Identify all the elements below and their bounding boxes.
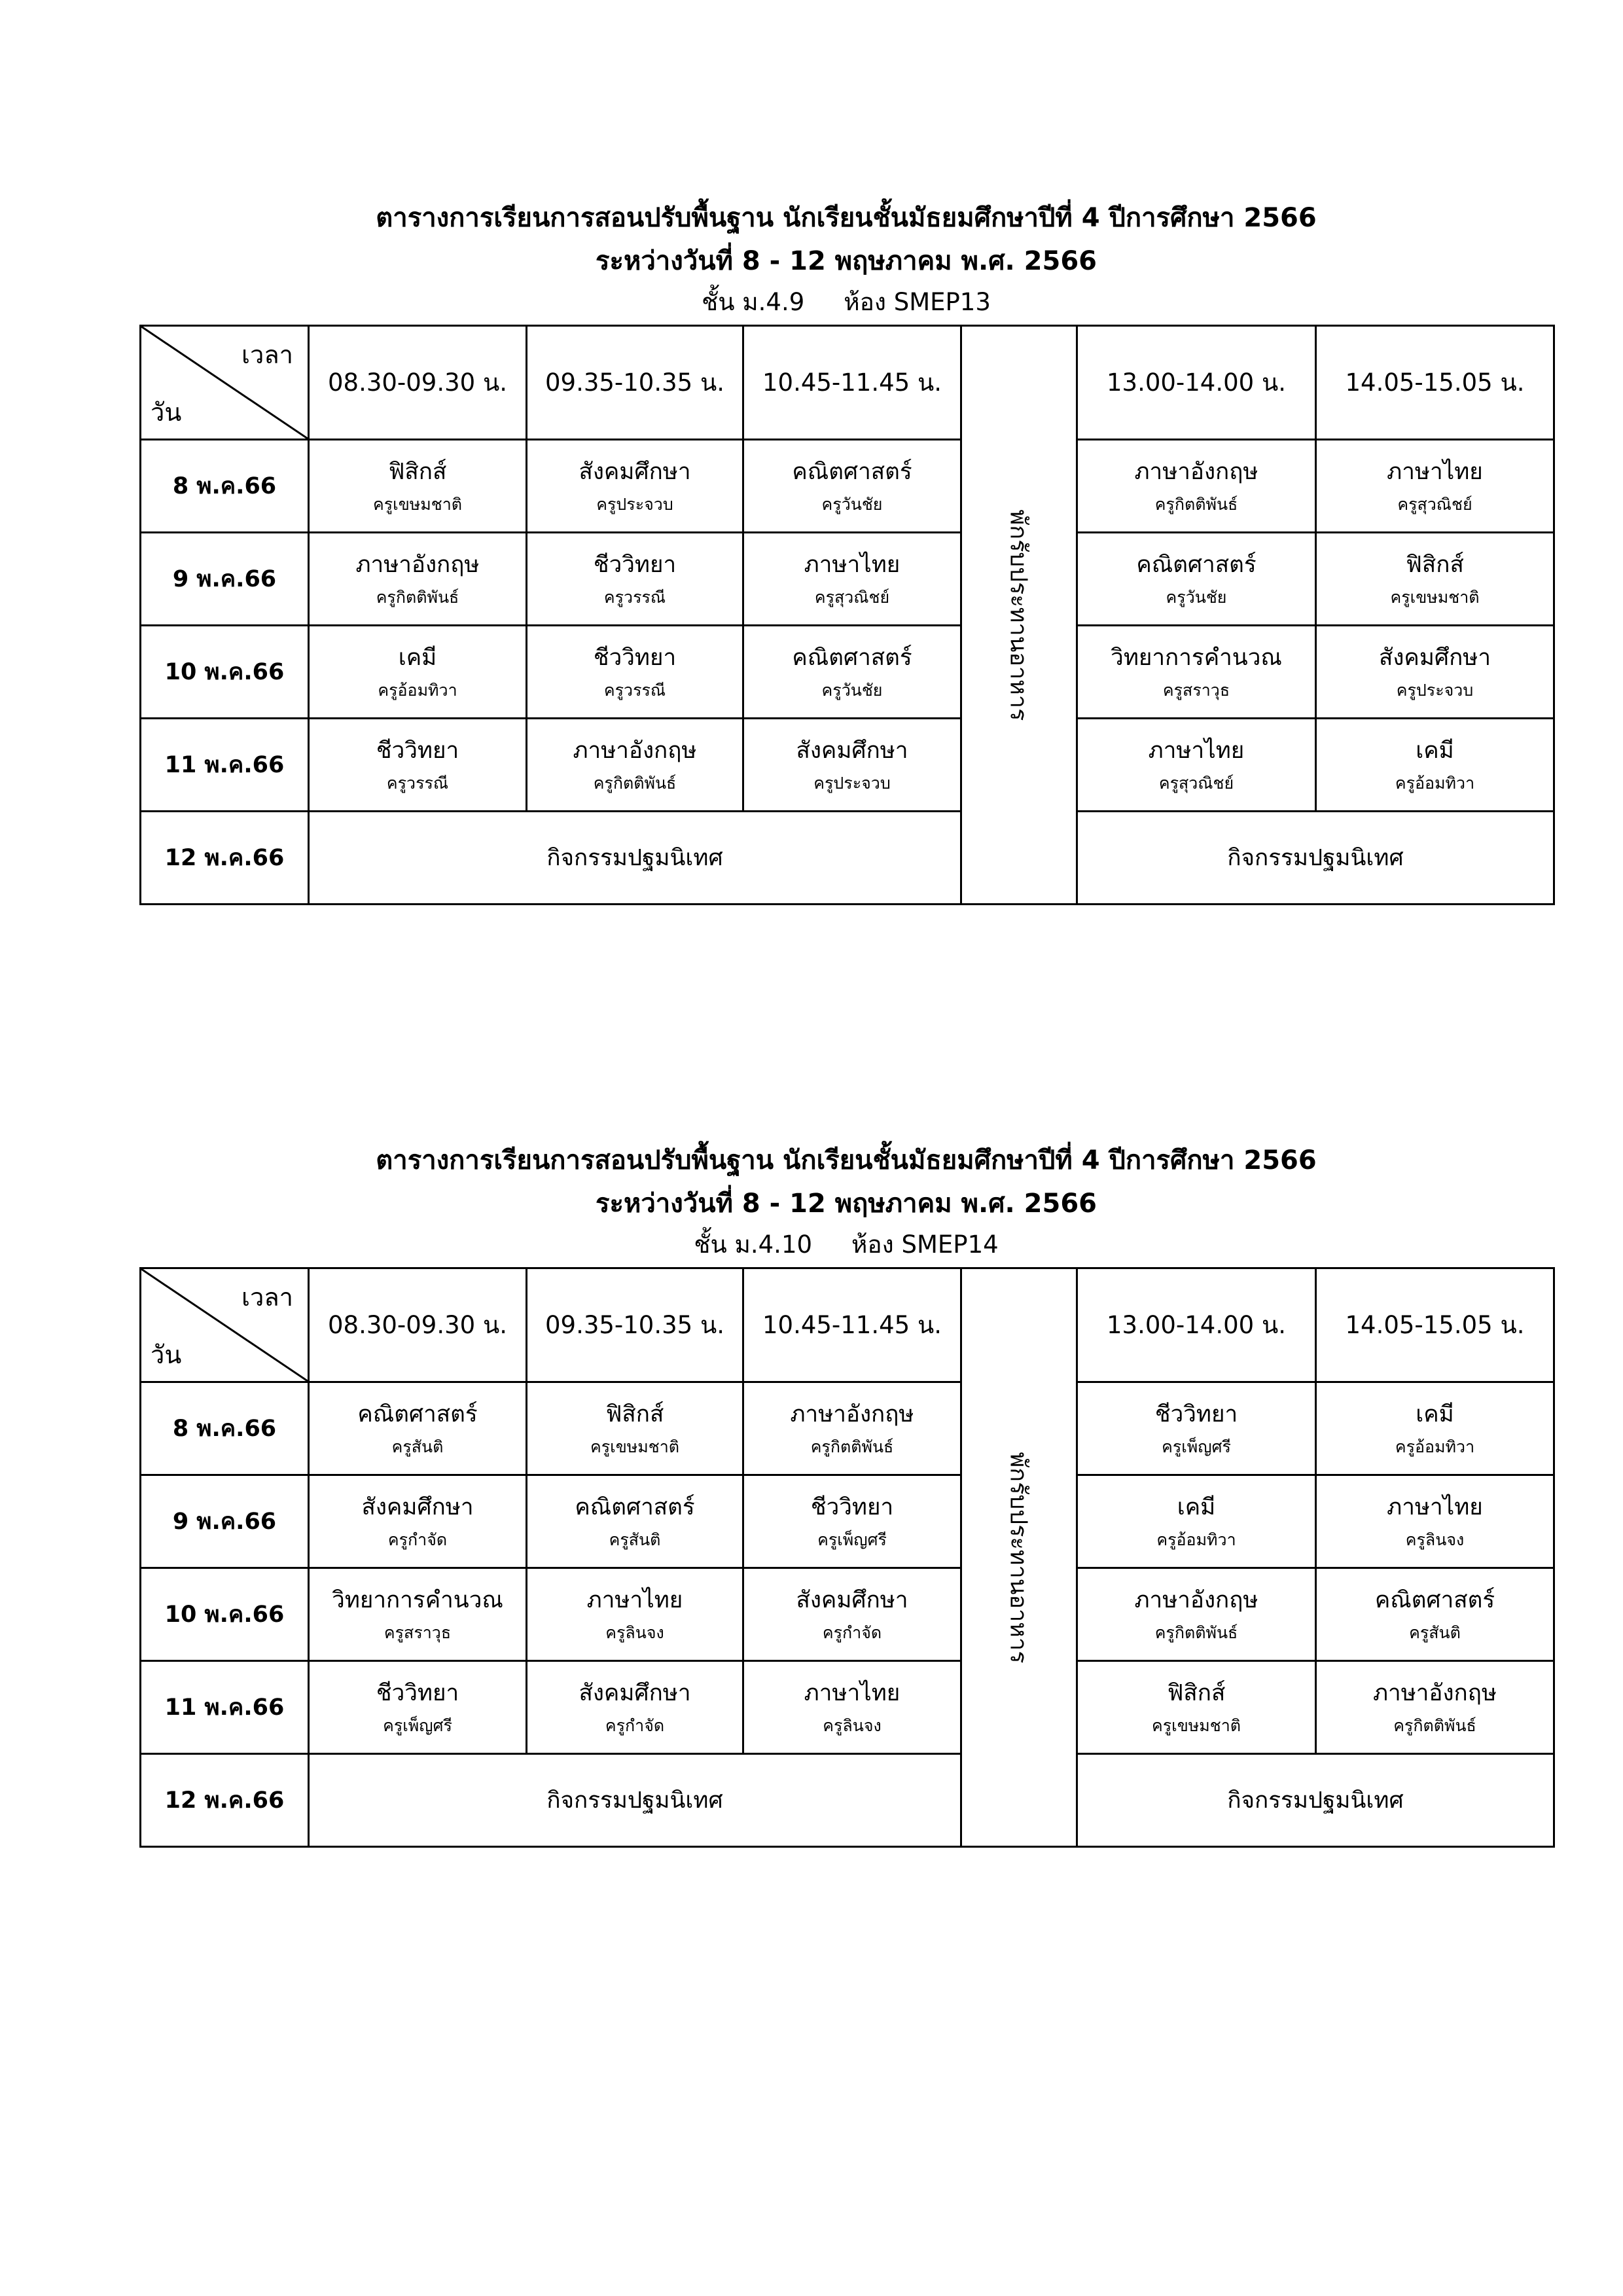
teacher-name: ครูอ้อมทิวา bbox=[1156, 1530, 1236, 1549]
subject-name: ภาษาไทย bbox=[1387, 1494, 1483, 1520]
time-slot-header: 14.05-15.05 น. bbox=[1316, 1268, 1554, 1382]
subject-name: ฟิสิกส์ bbox=[1406, 551, 1464, 578]
day-label: 9 พ.ค.66 bbox=[141, 1475, 309, 1568]
teacher-name: ครูกำจัด bbox=[822, 1623, 882, 1642]
subject-name: คณิตศาสตร์ bbox=[792, 644, 912, 671]
class-cell bbox=[527, 440, 743, 533]
subject-name: ภาษาอังกฤษ bbox=[355, 551, 480, 578]
class-cell bbox=[527, 1568, 743, 1661]
class-cell bbox=[1316, 719, 1554, 812]
subject-name: ภาษาไทย bbox=[1387, 458, 1483, 485]
class-cell bbox=[743, 1475, 961, 1568]
lunch-break-label: พักรับประทานอาหาร bbox=[1005, 1452, 1032, 1663]
lunch-break-label: พักรับประทานอาหาร bbox=[1005, 509, 1032, 721]
class-room-line bbox=[139, 283, 1553, 322]
schedule-table bbox=[139, 1267, 1555, 1848]
schedule-block-m4-10 bbox=[139, 1139, 1553, 1848]
class-cell bbox=[309, 1475, 527, 1568]
day-label: 10 พ.ค.66 bbox=[141, 1568, 309, 1661]
class-room-line bbox=[139, 1225, 1553, 1265]
subject-name: ภาษาอังกฤษ bbox=[573, 737, 697, 764]
class-cell bbox=[1316, 1661, 1554, 1754]
teacher-name: ครูสันติ bbox=[391, 1437, 444, 1456]
subject-name: ภาษาอังกฤษ bbox=[1134, 458, 1258, 485]
teacher-name: ครูลินจง bbox=[605, 1623, 664, 1642]
header-row bbox=[141, 326, 1554, 440]
day-row bbox=[141, 719, 1554, 812]
activity-day-row bbox=[141, 812, 1554, 905]
class-cell bbox=[1077, 533, 1316, 626]
subject-name: ฟิสิกส์ bbox=[1167, 1679, 1226, 1706]
day-label: 11 พ.ค.66 bbox=[141, 719, 309, 812]
subject-name: คณิตศาสตร์ bbox=[575, 1494, 695, 1520]
time-slot-header: 13.00-14.00 น. bbox=[1077, 326, 1316, 440]
teacher-name: ครูวันชัย bbox=[821, 680, 883, 700]
time-slot-header: 08.30-09.30 น. bbox=[309, 326, 527, 440]
teacher-name: ครูเขษมชาติ bbox=[590, 1437, 679, 1456]
schedule-table bbox=[139, 325, 1555, 905]
day-row bbox=[141, 1661, 1554, 1754]
subject-name: สังคมศึกษา bbox=[579, 458, 691, 485]
class-cell bbox=[309, 533, 527, 626]
subject-name: ชีววิทยา bbox=[1154, 1401, 1238, 1427]
time-slot-header: 14.05-15.05 น. bbox=[1316, 326, 1554, 440]
schedule-title: ตารางการเรียนการสอนปรับพื้นฐาน นักเรียนชั้นมัธยมศึกษาปีที่ 4 ปีการศึกษา 2566 bbox=[376, 203, 1317, 233]
schedule-block-m4-9 bbox=[139, 196, 1553, 905]
activity-day-row bbox=[141, 1754, 1554, 1847]
teacher-name: ครูกิตติพันธ์ bbox=[1154, 494, 1238, 514]
day-row bbox=[141, 533, 1554, 626]
subject-name: เคมี bbox=[1416, 737, 1454, 764]
class-cell bbox=[743, 440, 961, 533]
class-cell bbox=[527, 1661, 743, 1754]
day-row bbox=[141, 626, 1554, 719]
time-slot-header: 09.35-10.35 น. bbox=[527, 326, 743, 440]
teacher-name: ครูอ้อมทิวา bbox=[1395, 773, 1475, 793]
lunch-break-column bbox=[961, 1268, 1077, 1847]
header-row bbox=[141, 1268, 1554, 1382]
class-cell bbox=[527, 1382, 743, 1475]
teacher-name: ครูสราวุธ bbox=[1162, 680, 1230, 700]
subject-name: เคมี bbox=[1416, 1401, 1454, 1427]
room-label: ห้อง SMEP13 bbox=[844, 288, 991, 316]
corner-day-label: วัน bbox=[151, 1340, 182, 1369]
teacher-name: ครูเพ็ญศรี bbox=[383, 1715, 452, 1735]
teacher-name: ครูกิตติพันธ์ bbox=[1393, 1715, 1476, 1735]
teacher-name: ครูกำจัด bbox=[387, 1530, 448, 1549]
subject-name: ชีววิทยา bbox=[376, 737, 459, 764]
subject-name: สังคมศึกษา bbox=[579, 1679, 691, 1706]
class-cell bbox=[1316, 440, 1554, 533]
subject-name: สังคมศึกษา bbox=[1378, 644, 1491, 671]
teacher-name: ครูลินจง bbox=[1405, 1530, 1465, 1549]
class-cell bbox=[527, 533, 743, 626]
corner-header-cell bbox=[141, 1268, 309, 1382]
schedule-date-range: ระหว่างวันที่ 8 - 12 พฤษภาคม พ.ศ. 2566 bbox=[596, 246, 1097, 276]
subject-name: ภาษาอังกฤษ bbox=[1372, 1679, 1497, 1706]
subject-name: คณิตศาสตร์ bbox=[357, 1401, 478, 1427]
class-cell bbox=[1077, 1475, 1316, 1568]
orientation-afternoon: กิจกรรมปฐมนิเทศ bbox=[1077, 812, 1554, 905]
class-cell bbox=[1316, 1475, 1554, 1568]
teacher-name: ครูวันชัย bbox=[821, 494, 883, 514]
class-cell bbox=[1077, 1382, 1316, 1475]
subject-name: คณิตศาสตร์ bbox=[1374, 1587, 1495, 1613]
teacher-name: ครูเขษมชาติ bbox=[1152, 1715, 1241, 1735]
subject-name: ชีววิทยา bbox=[593, 644, 677, 671]
class-cell bbox=[743, 1382, 961, 1475]
day-label: 10 พ.ค.66 bbox=[141, 626, 309, 719]
class-cell bbox=[309, 719, 527, 812]
class-cell bbox=[1077, 626, 1316, 719]
subject-name: สังคมศึกษา bbox=[361, 1494, 474, 1520]
class-cell bbox=[309, 1382, 527, 1475]
subject-name: ชีววิทยา bbox=[810, 1494, 894, 1520]
subject-name: เคมี bbox=[398, 644, 437, 671]
subject-name: ภาษาไทย bbox=[586, 1587, 683, 1613]
subject-name: คณิตศาสตร์ bbox=[792, 458, 912, 485]
corner-time-label: เวลา bbox=[241, 1283, 293, 1312]
corner-header-cell bbox=[141, 326, 309, 440]
class-cell bbox=[309, 626, 527, 719]
teacher-name: ครูประจวบ bbox=[596, 494, 673, 514]
class-cell bbox=[527, 626, 743, 719]
day-row bbox=[141, 1382, 1554, 1475]
class-cell bbox=[743, 1568, 961, 1661]
subject-name: คณิตศาสตร์ bbox=[1136, 551, 1257, 578]
class-label: ชั้น ม.4.10 bbox=[694, 1230, 813, 1259]
subject-name: สังคมศึกษา bbox=[796, 737, 908, 764]
time-slot-header: 10.45-11.45 น. bbox=[743, 1268, 961, 1382]
subject-name: ภาษาอังกฤษ bbox=[790, 1401, 914, 1427]
class-cell bbox=[1316, 533, 1554, 626]
teacher-name: ครูอ้อมทิวา bbox=[1395, 1437, 1475, 1456]
day-label: 11 พ.ค.66 bbox=[141, 1661, 309, 1754]
lunch-break-column bbox=[961, 326, 1077, 905]
class-cell bbox=[743, 719, 961, 812]
teacher-name: ครูสันติ bbox=[1409, 1623, 1461, 1642]
teacher-name: ครูกิตติพันธ์ bbox=[593, 773, 677, 793]
day-label: 8 พ.ค.66 bbox=[141, 1382, 309, 1475]
time-slot-header: 08.30-09.30 น. bbox=[309, 1268, 527, 1382]
teacher-name: ครูประจวบ bbox=[1396, 680, 1474, 700]
class-cell bbox=[309, 1661, 527, 1754]
day-label: 8 พ.ค.66 bbox=[141, 440, 309, 533]
teacher-name: ครูเพ็ญศรี bbox=[817, 1530, 887, 1549]
class-cell bbox=[1316, 1568, 1554, 1661]
class-cell bbox=[309, 440, 527, 533]
class-cell bbox=[743, 626, 961, 719]
day-label: 12 พ.ค.66 bbox=[141, 812, 309, 905]
teacher-name: ครูอ้อมทิวา bbox=[378, 680, 457, 700]
subject-name: ฟิสิกส์ bbox=[605, 1401, 664, 1427]
schedule-date-range: ระหว่างวันที่ 8 - 12 พฤษภาคม พ.ศ. 2566 bbox=[596, 1189, 1097, 1219]
subject-name: ชีววิทยา bbox=[376, 1679, 459, 1706]
teacher-name: ครูลินจง bbox=[823, 1715, 882, 1735]
subject-name: ภาษาอังกฤษ bbox=[1134, 1587, 1258, 1613]
day-row bbox=[141, 440, 1554, 533]
teacher-name: ครูวรรณี bbox=[603, 587, 666, 607]
subject-name: เคมี bbox=[1177, 1494, 1216, 1520]
class-cell bbox=[743, 1661, 961, 1754]
teacher-name: ครูกำจัด bbox=[605, 1715, 665, 1735]
teacher-name: ครูกิตติพันธ์ bbox=[810, 1437, 894, 1456]
schedule-title: ตารางการเรียนการสอนปรับพื้นฐาน นักเรียนชั้นมัธยมศึกษาปีที่ 4 ปีการศึกษา 2566 bbox=[376, 1145, 1317, 1175]
room-label: ห้อง SMEP14 bbox=[851, 1230, 999, 1259]
class-cell bbox=[1077, 440, 1316, 533]
class-cell bbox=[1077, 1568, 1316, 1661]
orientation-morning: กิจกรรมปฐมนิเทศ bbox=[309, 1754, 961, 1847]
teacher-name: ครูประจวบ bbox=[813, 773, 891, 793]
day-label: 9 พ.ค.66 bbox=[141, 533, 309, 626]
teacher-name: ครูกิตติพันธ์ bbox=[376, 587, 459, 607]
teacher-name: ครูสันติ bbox=[609, 1530, 661, 1549]
class-cell bbox=[1316, 1382, 1554, 1475]
class-cell bbox=[527, 719, 743, 812]
day-row bbox=[141, 1475, 1554, 1568]
teacher-name: ครูวรรณี bbox=[386, 773, 449, 793]
orientation-afternoon: กิจกรรมปฐมนิเทศ bbox=[1077, 1754, 1554, 1847]
subject-name: สังคมศึกษา bbox=[796, 1587, 908, 1613]
class-cell bbox=[1077, 1661, 1316, 1754]
teacher-name: ครูเพ็ญศรี bbox=[1162, 1437, 1231, 1456]
teacher-name: ครูกิตติพันธ์ bbox=[1154, 1623, 1238, 1642]
teacher-name: ครูสุวณิชย์ bbox=[1158, 773, 1234, 793]
subject-name: วิทยาการคำนวณ bbox=[1111, 644, 1282, 671]
class-cell bbox=[527, 1475, 743, 1568]
corner-day-label: วัน bbox=[151, 398, 182, 427]
subject-name: ฟิสิกส์ bbox=[388, 458, 447, 485]
class-cell bbox=[743, 533, 961, 626]
class-label: ชั้น ม.4.9 bbox=[702, 288, 805, 316]
day-row bbox=[141, 1568, 1554, 1661]
class-cell bbox=[309, 1568, 527, 1661]
teacher-name: ครูเขษมชาติ bbox=[1390, 587, 1480, 607]
teacher-name: ครูสุวณิชย์ bbox=[814, 587, 890, 607]
subject-name: ชีววิทยา bbox=[593, 551, 677, 578]
subject-name: วิทยาการคำนวณ bbox=[332, 1587, 503, 1613]
teacher-name: ครูสุวณิชย์ bbox=[1397, 494, 1472, 514]
orientation-morning: กิจกรรมปฐมนิเทศ bbox=[309, 812, 961, 905]
subject-name: ภาษาไทย bbox=[804, 1679, 901, 1706]
teacher-name: ครูเขษมชาติ bbox=[373, 494, 462, 514]
subject-name: ภาษาไทย bbox=[804, 551, 901, 578]
day-label: 12 พ.ค.66 bbox=[141, 1754, 309, 1847]
corner-time-label: เวลา bbox=[241, 340, 293, 369]
subject-name: ภาษาไทย bbox=[1148, 737, 1245, 764]
time-slot-header: 13.00-14.00 น. bbox=[1077, 1268, 1316, 1382]
class-cell bbox=[1077, 719, 1316, 812]
time-slot-header: 09.35-10.35 น. bbox=[527, 1268, 743, 1382]
class-cell bbox=[1316, 626, 1554, 719]
time-slot-header: 10.45-11.45 น. bbox=[743, 326, 961, 440]
teacher-name: ครูสราวุธ bbox=[383, 1623, 452, 1642]
teacher-name: ครูวันชัย bbox=[1166, 587, 1227, 607]
teacher-name: ครูวรรณี bbox=[603, 680, 666, 700]
